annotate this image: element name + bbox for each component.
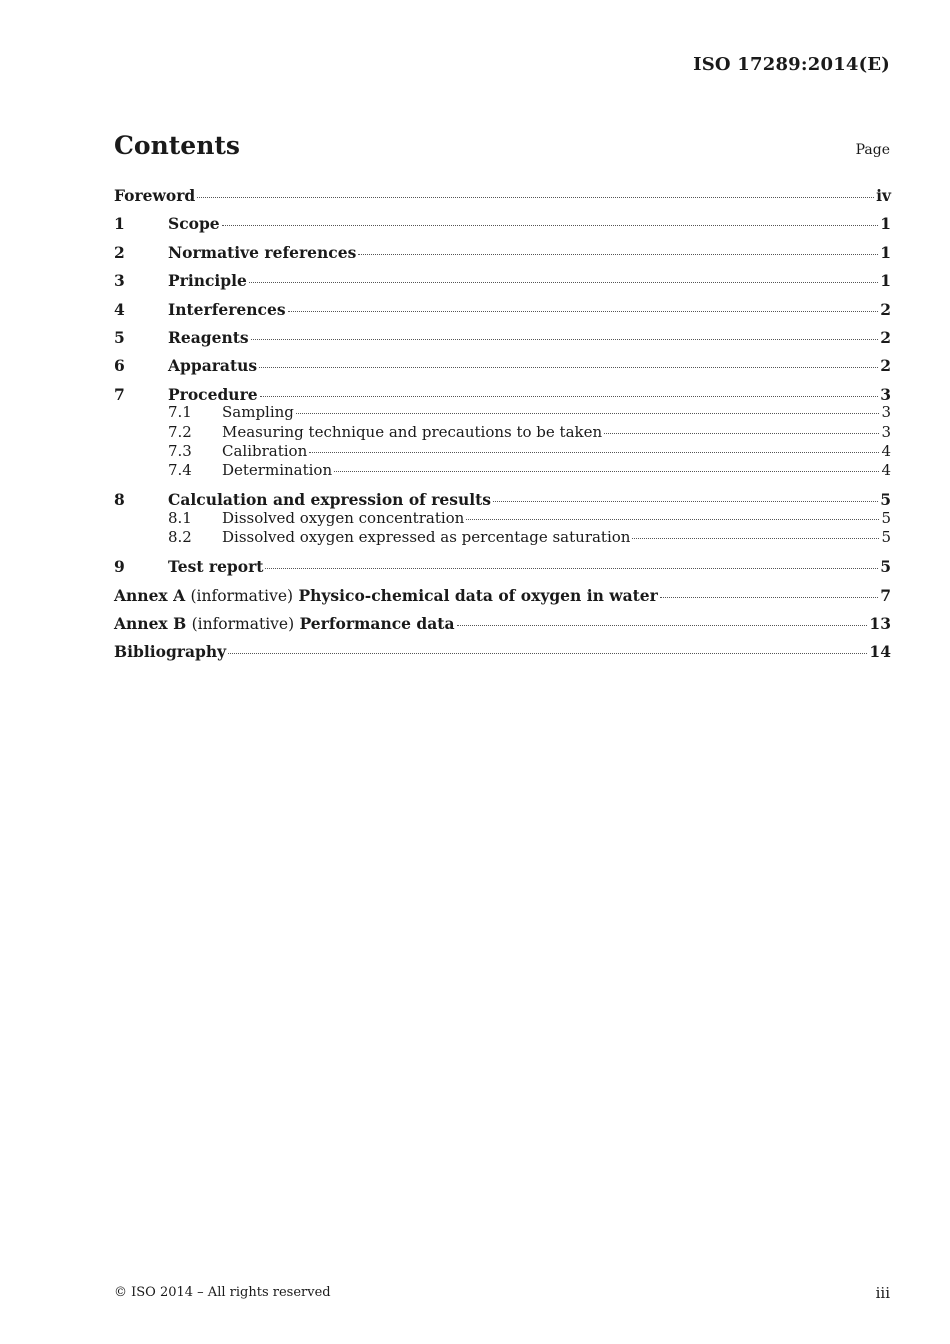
toc-subentry-number: 8.1 — [168, 508, 192, 527]
toc-entry[interactable] — [114, 213, 891, 241]
toc-entry-label: Bibliography — [114, 642, 227, 662]
toc-entry-label: Reagents — [168, 327, 249, 347]
toc-entry[interactable] — [114, 489, 891, 509]
dot-leader — [334, 471, 879, 472]
toc-entry-number: 8 — [114, 490, 125, 510]
dot-leader — [251, 339, 879, 340]
toc-subentry[interactable] — [114, 528, 891, 556]
toc-entry-page: 5 — [880, 490, 891, 510]
toc-entry-label: Calculation and expression of results — [168, 490, 492, 510]
dot-leader — [222, 225, 879, 226]
dot-leader — [493, 501, 878, 502]
toc-entry[interactable] — [114, 242, 891, 270]
toc-subentry[interactable] — [114, 423, 891, 442]
dot-leader — [228, 653, 867, 654]
toc-entry-label: Normative references — [168, 242, 357, 262]
toc-entry-number: 5 — [114, 327, 125, 347]
toc-entry-number: 9 — [114, 557, 125, 577]
dot-leader — [457, 625, 868, 626]
toc-entry-page: 2 — [880, 299, 891, 319]
toc-entry-page: 2 — [880, 356, 891, 376]
toc-subentry-label: Calibration — [222, 442, 308, 461]
toc-subentry[interactable] — [114, 403, 891, 422]
toc-subentry-page: 3 — [881, 422, 891, 441]
toc-subentry-number: 7.4 — [168, 461, 192, 480]
toc-entry-label: Apparatus — [168, 356, 258, 376]
toc-entry-label: Scope — [168, 214, 220, 234]
dot-leader — [309, 452, 879, 453]
toc-entry-page: 1 — [880, 214, 891, 234]
dot-leader — [466, 519, 879, 520]
toc-entry[interactable] — [114, 641, 891, 669]
table-of-contents — [114, 185, 891, 670]
toc-entry[interactable] — [114, 384, 891, 404]
dot-leader — [260, 396, 879, 397]
toc-subentry-page: 3 — [881, 403, 891, 422]
toc-entry[interactable] — [114, 299, 891, 327]
toc-entry-label: Annex A (informative) Physico-chemical data of oxygen in water — [114, 585, 658, 605]
toc-entry-number: 7 — [114, 384, 125, 404]
document-id: ISO 17289:2014(E) — [693, 54, 890, 75]
toc-entry[interactable] — [114, 556, 891, 584]
toc-subentry-label: Dissolved oxygen concentration — [222, 508, 465, 527]
toc-entry[interactable] — [114, 185, 891, 213]
contents-title: Contents — [114, 131, 241, 160]
toc-entry[interactable] — [114, 327, 891, 355]
annex-type-note: (informative) — [190, 586, 294, 605]
annex-type-note: (informative) — [191, 615, 295, 634]
toc-subentry-page: 5 — [881, 528, 891, 547]
toc-subentry-number: 7.3 — [168, 442, 192, 461]
dot-leader — [288, 311, 879, 312]
toc-subentry-number: 7.1 — [168, 403, 192, 422]
toc-entry[interactable] — [114, 355, 891, 383]
toc-entry-label: Test report — [168, 557, 264, 577]
toc-subentry[interactable] — [114, 509, 891, 528]
copyright-notice: © ISO 2014 – All rights reserved — [114, 1285, 331, 1300]
toc-entry-page: 1 — [880, 242, 891, 262]
toc-subentry-page: 5 — [881, 508, 891, 527]
toc-subentry-page: 4 — [881, 442, 891, 461]
toc-subentry-label: Measuring technique and precautions to be taken — [222, 422, 603, 441]
toc-subentry-label: Dissolved oxygen expressed as percentage saturation — [222, 528, 631, 547]
toc-entry-label: Annex B (informative) Performance data — [114, 614, 455, 634]
toc-entry-label: Principle — [168, 271, 247, 291]
toc-subentry[interactable] — [114, 461, 891, 489]
toc-entry-page: 13 — [869, 614, 891, 634]
dot-leader — [296, 413, 880, 414]
toc-entry-number: 3 — [114, 271, 125, 291]
dot-leader — [604, 433, 879, 434]
toc-entry-page: 2 — [880, 327, 891, 347]
toc-entry[interactable] — [114, 613, 891, 641]
toc-entry-page: iv — [876, 186, 891, 205]
toc-entry-number: 2 — [114, 242, 125, 262]
toc-entry-page: 3 — [880, 384, 891, 404]
toc-entry-page: 1 — [880, 271, 891, 291]
toc-subentry-number: 8.2 — [168, 528, 192, 547]
toc-subentry-number: 7.2 — [168, 422, 192, 441]
toc-subentry[interactable] — [114, 442, 891, 461]
toc-entry-page: 14 — [869, 642, 891, 662]
dot-leader — [660, 597, 878, 598]
toc-entry-number: 6 — [114, 356, 125, 376]
toc-entry-label: Foreword — [114, 186, 196, 205]
toc-entry-number: 4 — [114, 299, 125, 319]
dot-leader — [358, 254, 878, 255]
toc-entry-label: Interferences — [168, 299, 286, 319]
dot-leader — [249, 282, 878, 283]
dot-leader — [265, 568, 878, 569]
dot-leader — [197, 197, 874, 198]
toc-entry-label: Procedure — [168, 384, 258, 404]
dot-leader — [259, 367, 878, 368]
toc-entry-page: 7 — [880, 585, 891, 605]
toc-entry[interactable] — [114, 270, 891, 298]
toc-subentry-label: Sampling — [222, 403, 294, 422]
toc-entry[interactable] — [114, 585, 891, 613]
page-number: iii — [875, 1284, 890, 1302]
dot-leader — [632, 538, 879, 539]
toc-entry-page: 5 — [880, 557, 891, 577]
page-column-label: Page — [855, 142, 890, 158]
toc-entry-number: 1 — [114, 214, 125, 234]
toc-subentry-label: Determination — [222, 461, 333, 480]
toc-subentry-page: 4 — [881, 461, 891, 480]
